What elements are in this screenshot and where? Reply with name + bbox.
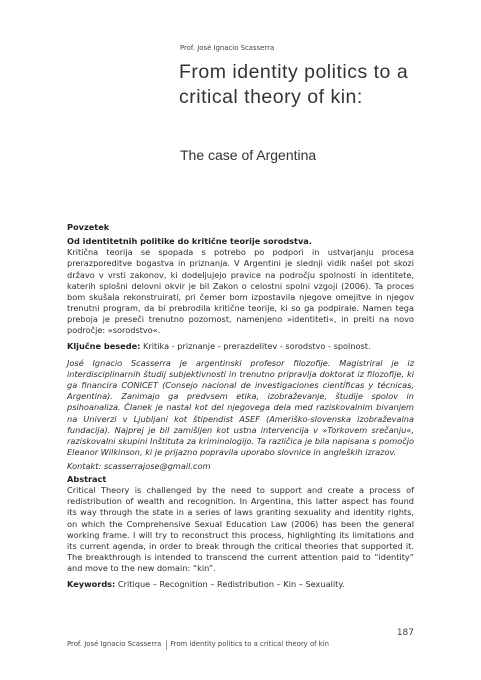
author-contact: Kontakt: scasserrajose@gmail.com (67, 461, 211, 472)
povzetek-heading: Povzetek (67, 222, 110, 232)
abstract-heading: Abstract (67, 474, 107, 484)
running-head-title: From identity politics to a critical theory of kin (170, 640, 330, 648)
abstract-body: Critical Theory is challenged by the need to support and create a process of redistribution of wealth and recognition. In Argentina, this latter aspect has found its way through the state in a series of laws granting sexuality and identity rights, on which the Comprehensive Sexual Education Law (2006) has been the general working frame. I will try to reconstruct this process, highlighting its limitations and its current agenda, in order to break through the critical theories that supported it. The breakthrough is intended to transcend the current attention paid to “identity” and move to the new domain: “kin”. (67, 485, 414, 574)
abstract-keywords-label: Keywords: (67, 579, 116, 590)
running-head-author: Prof. José Ignacio Scasserra (67, 640, 162, 648)
povzetek-subheading: Od identitetnih politike do kritične teorije sorodstva. (67, 236, 312, 247)
article-title: From identity politics to a critical theory of kin: (179, 61, 409, 108)
author-bio: José Ignacio Scasserra je argentinski profesor filozofije. Magistriral je iz interdisciplinarnih študij subjektivnosti in trenutno pripravlja doktorat iz filozofije, ki ga financira CONICET (Consejo nacional de investigaciones científicas y técnicas, Argentina). Zanimajo ga predvsem etika, izobraževanje, študije spolov in psihoanaliza. Članek je nastal kot del njegovega dela med raziskovalnim bivanjem na Univerzi v Ljubljani kot štipendist ASEF (Ameriško-slovenska izobraževalna fundacija). Najprej je bil zamišljen kot ustna intervencija v »Torkovem srečanju«, raziskovalni skupini Inštituta za kriminologijo. Ta različica je bila napisana s pomočjo Eleanor Wilkinson, ki je prijazno popravila uporabo slovnice in angleških izrazov. (67, 357, 414, 457)
povzetek-keywords (67, 341, 414, 352)
abstract-section (67, 474, 414, 591)
abstract-keywords (67, 579, 414, 590)
author-name: Prof. José Ignacio Scasserra (180, 44, 275, 52)
povzetek-keywords-label: Ključne besede: (67, 340, 141, 351)
povzetek-keywords-text: Kritika - priznanje - prerazdelitev - sorodstvo - spolnost. (140, 340, 371, 351)
abstract-keywords-text: Critique – Recognition – Redistribution – Kin – Sexuality. (115, 579, 345, 590)
article-subtitle: The case of Argentina (180, 147, 317, 163)
running-head (67, 640, 414, 650)
running-head-divider (166, 640, 167, 650)
page-number: 187 (396, 628, 414, 638)
povzetek-section (67, 222, 414, 472)
povzetek-body: Kritična teorija se spopada s potrebo po podpori in ustvarjanju procesa prerazporeditve bogastva in priznanja. V Argentini je slednji vidik našel pot skozi državo v vrsti zakonov, ki dodeljujejo pravice na področju spolnosti in identitete, katerih splošni delovni okvir je bil Zakon o celostni spolni vzgoji (2006). Ta proces bom skušala rekonstruirati, pri čemer bom izpostavila njegove omejitve in njegov trenutni program, da bi prebrodila kritične teorije, ki so ga podpirale. Namen tega preboja je preseči trenutno pozornost, namenjeno »identiteti«, in preiti na novo področje: »sorodstvo«. (67, 247, 414, 336)
